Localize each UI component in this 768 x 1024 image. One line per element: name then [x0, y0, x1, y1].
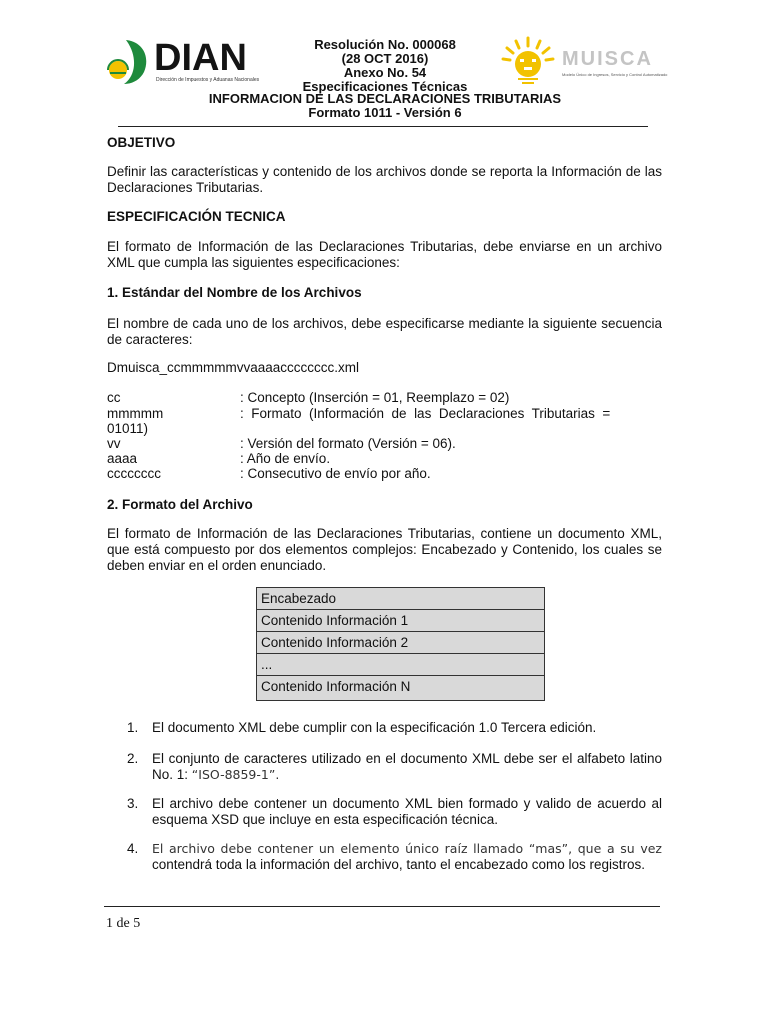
xml-structure-table: [256, 587, 545, 701]
list-item: El archivo debe contener un documento XML bien formado y valido de acuerdo al esquema XSD que incluye en esta especificación técnica.: [152, 796, 662, 827]
filename-pattern: Dmuisca_ccmmmmmvvaaaacccccccc.xml: [107, 360, 360, 375]
section-objetivo-title: OBJETIVO: [107, 135, 176, 150]
table-row: ...: [257, 654, 544, 676]
definition-key: aaaa: [107, 451, 138, 466]
header-subtitle: Especificaciones Técnicas: [302, 79, 468, 94]
definition-key: cccccccc: [107, 466, 161, 481]
muisca-subtitle: Modelo Único de Ingresos, Servicio y Control Automatizado: [562, 72, 668, 77]
definition-key: cc: [107, 390, 121, 405]
resolution-number: Resolución No. 000068: [314, 37, 456, 52]
list-number: 4.: [127, 841, 139, 856]
section-2-text: El formato de Información de las Declaraciones Tributarias, contiene un documento XML, que está compuesto por dos elementos complejos: Encabezado y Contenido, los cuales se deben enviar en el orden enunciado.: [107, 526, 662, 573]
page-number: 1 de 5: [106, 916, 141, 931]
list-item: [152, 751, 662, 783]
dian-subtitle: Dirección de Impuestos y Aduanas Nacionales: [156, 77, 260, 83]
list-number: 3.: [127, 796, 139, 811]
definition-value: : Versión del formato (Versión = 06).: [240, 436, 456, 451]
table-row: Contenido Información 2: [257, 632, 544, 654]
dian-emblem-icon: [104, 36, 152, 88]
table-row: Encabezado: [257, 588, 544, 610]
table-row: Contenido Información N: [257, 676, 544, 700]
footer-divider: [104, 906, 660, 907]
definition-key: vv: [107, 436, 121, 451]
section-1-title: 1. Estándar del Nombre de los Archivos: [107, 285, 362, 300]
list-number: 1.: [127, 720, 139, 735]
section-objetivo-text: Definir las características y contenido de los archivos donde se reporta la Información de las Declaraciones Tributarias.: [107, 164, 662, 195]
list-item-text-soft: El archivo debe contener un elemento único raíz llamado “mas”, que a su vez: [152, 841, 662, 856]
section-2-title: 2. Formato del Archivo: [107, 497, 253, 512]
definition-value: : Formato (Información de las Declaraciones Tributarias =: [240, 406, 611, 421]
definition-value: : Consecutivo de envío por año.: [240, 466, 431, 481]
list-item-text: El conjunto de caracteres utilizado en el documento XML debe ser el alfabeto latino No. 1:: [152, 751, 662, 782]
list-item: El documento XML debe cumplir con la especificación 1.0 Tercera edición.: [152, 720, 597, 735]
definition-key: mmmmm: [107, 406, 164, 421]
list-number: 2.: [127, 751, 139, 766]
section-espec-title: ESPECIFICACIÓN TECNICA: [107, 209, 286, 224]
definition-value: : Año de envío.: [240, 451, 331, 466]
document-title: INFORMACION DE LAS DECLARACIONES TRIBUTARIAS: [208, 91, 562, 106]
format-version: Formato 1011 - Versión 6: [308, 105, 462, 120]
header-divider: [118, 126, 648, 127]
table-row: Contenido Información 1: [257, 610, 544, 632]
annex-number: Anexo No. 54: [343, 65, 427, 80]
list-item: [152, 841, 662, 873]
resolution-date: (28 OCT 2016): [341, 51, 429, 66]
section-1-text: El nombre de cada uno de los archivos, debe especificarse mediante la siguiente secuencia de caracteres:: [107, 316, 662, 347]
definition-value: : Concepto (Inserción = 01, Reemplazo = 02): [240, 390, 510, 405]
muisca-wordmark: MUISCA: [562, 48, 653, 70]
section-espec-text: El formato de Información de las Declaraciones Tributarias, debe enviarse en un archivo XML que cumpla las siguientes especificaciones:: [107, 239, 662, 270]
definition-continuation: 01011): [107, 421, 149, 436]
list-item-text: contendrá toda la información del archivo, tanto el encabezado como los registros.: [152, 857, 646, 872]
list-item-charset: “ISO-8859-1”.: [191, 767, 280, 782]
dian-wordmark: DIAN: [154, 37, 247, 79]
